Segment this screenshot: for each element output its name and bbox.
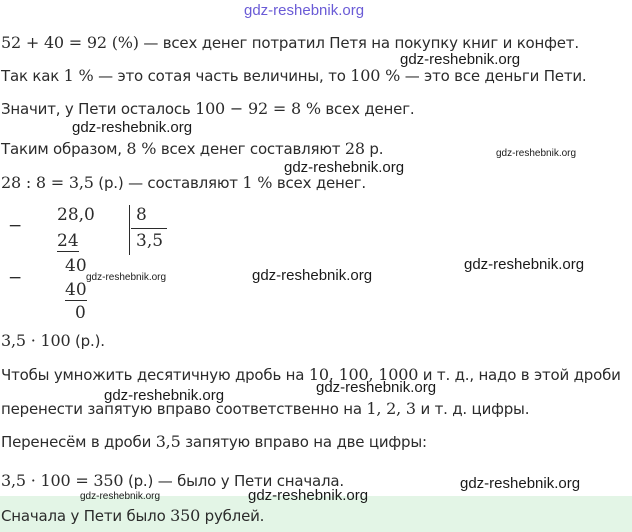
division-horizontal-bar	[131, 228, 167, 229]
watermark: gdz-reshebnik.org	[284, 159, 405, 176]
subtrahend-2: 40	[65, 280, 87, 300]
math-expr: 28	[344, 139, 365, 158]
watermark: gdz-reshebnik.org	[86, 272, 167, 283]
text: перенести запятую вправо соответственно на	[1, 400, 367, 418]
minus-sign: −	[8, 216, 23, 236]
line-total-percent	[1, 33, 579, 52]
text: и т. д. цифры.	[415, 400, 530, 418]
math-expr: 1 %	[63, 66, 94, 85]
division-vertical-bar	[129, 205, 130, 255]
math-expr: 10, 100, 1000	[308, 365, 419, 384]
math-expr: 350	[170, 506, 201, 525]
text: рублей.	[200, 507, 265, 525]
text: Перенесём в дроби	[1, 433, 156, 451]
text: (р.) — было у Пети сначала.	[123, 472, 344, 490]
text: р.	[364, 140, 384, 158]
text: Значит, у Пети осталось	[1, 100, 196, 118]
text: всех денег составляют	[156, 140, 345, 158]
watermark: gdz-reshebnik.org	[80, 491, 161, 502]
minus-sign: −	[8, 268, 23, 288]
math-expr: 3,5 · 100 = 350	[1, 471, 124, 490]
watermark: gdz-reshebnik.org	[400, 51, 521, 68]
text: запятую вправо на две цифры:	[180, 433, 427, 451]
watermark: gdz-reshebnik.org	[72, 119, 193, 136]
watermark: gdz-reshebnik.org	[316, 379, 437, 396]
line-rule-1	[1, 365, 621, 384]
text: (р.) — составляют	[93, 174, 243, 192]
line-rule-2	[1, 399, 529, 418]
line-one-percent	[1, 66, 586, 85]
text: всех денег.	[272, 174, 366, 192]
line-eight-percent	[1, 139, 383, 158]
remainder-2: 0	[75, 303, 86, 323]
quotient: 3,5	[136, 231, 164, 251]
dividend: 28,0	[57, 205, 95, 225]
watermark: gdz-reshebnik.org	[460, 475, 581, 492]
line-multiply	[1, 331, 105, 350]
watermark: gdz-reshebnik.org	[464, 256, 585, 273]
text: Так как	[1, 67, 64, 85]
subtrahend-1: 24	[57, 231, 79, 251]
text: Таким образом,	[1, 140, 127, 158]
math-expr: 52 + 40 = 92 (%)	[1, 33, 139, 52]
math-expr: 28 : 8 = 3,5	[1, 173, 94, 192]
watermark: gdz-reshebnik.org	[104, 387, 225, 404]
text: — всех денег потратил Петя на покупку книг и конфет.	[138, 34, 579, 52]
line-division-result	[1, 173, 366, 192]
watermark-top: gdz-reshebnik.org	[244, 2, 365, 19]
divisor: 8	[136, 205, 147, 225]
math-expr: 3,5 · 100	[1, 331, 71, 350]
text: — это сотая часть величины, то	[93, 67, 351, 85]
watermark: gdz-reshebnik.org	[248, 487, 369, 504]
text: (р.).	[70, 332, 105, 350]
math-expr: 100 − 92 = 8 %	[195, 99, 321, 118]
math-expr: 100 %	[350, 66, 401, 85]
watermark: gdz-reshebnik.org	[252, 267, 373, 284]
math-expr: 8 %	[126, 139, 157, 158]
text: — это все деньги Пети.	[400, 67, 587, 85]
text: всех денег.	[320, 100, 415, 118]
text: и т. д., надо в этой дроби	[418, 366, 621, 384]
watermark: gdz-reshebnik.org	[496, 148, 577, 159]
text: Чтобы умножить десятичную дробь на	[1, 366, 309, 384]
math-expr: 1, 2, 3	[366, 399, 416, 418]
line-move-comma	[1, 432, 427, 451]
line-remaining	[1, 99, 414, 118]
math-expr: 1 %	[242, 173, 273, 192]
remainder-1: 40	[65, 256, 87, 276]
math-expr: 3,5	[155, 432, 181, 451]
text: Сначала у Пети было	[1, 507, 171, 525]
answer-line	[1, 506, 264, 525]
